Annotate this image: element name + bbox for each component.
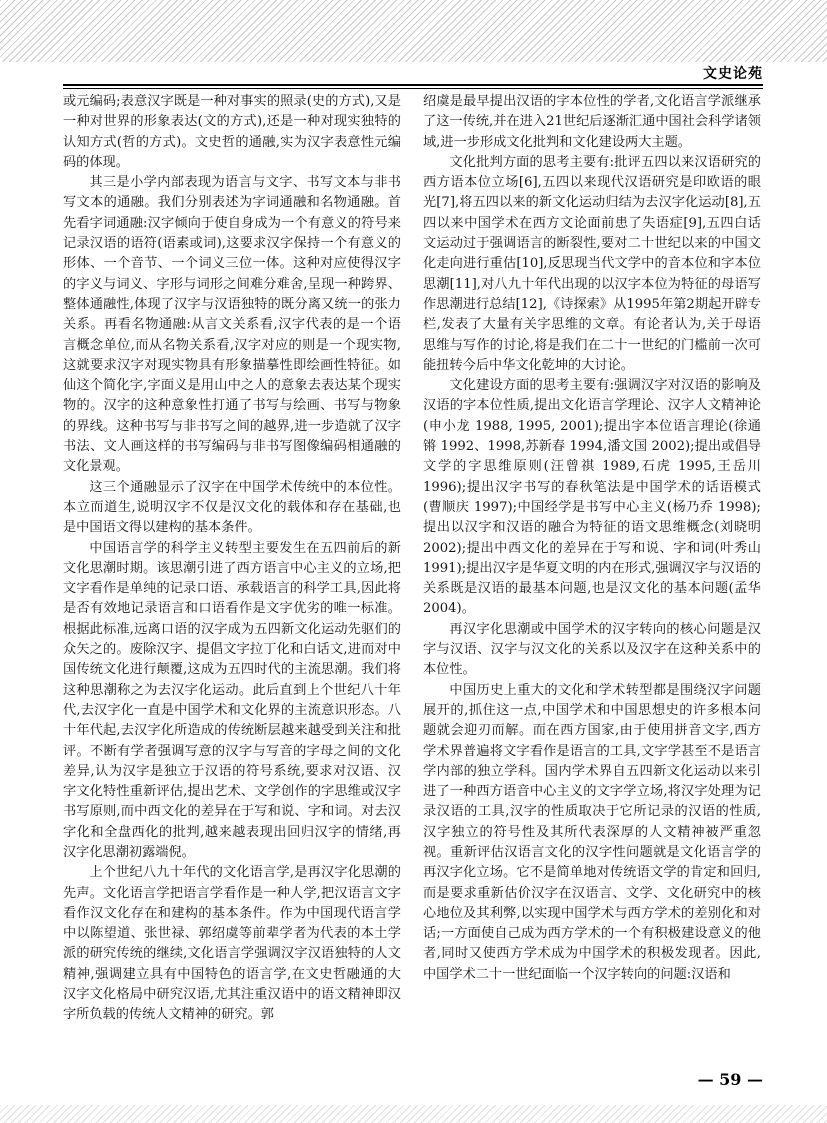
right-column [423,92,761,1058]
paragraph: 或元编码;表意汉字既是一种对事实的照录(史的方式),又是一种对世界的形象表达(文的方式),还是一种对现实独特的认知方式(哲的方式)。文史哲的通融,实为汉字表意性元编码的体现。 [63,94,401,170]
paragraph: 文化建设方面的思考主要有:强调汉字对汉语的影响及汉语的字本位性质,提出文化语言学理论、汉字人文精神论(申小龙 1988, 1995, 2001);提出字本位语言理论(徐通锵 1992、1998,苏新春 1994,潘文国 2002);提出或倡导文学的字思维原则(汪曾祺 1989,石虎 1995,王岳川 1996);提出汉字书写的春秋笔法是中国学术的话语模式(曹顺庆 1997);中国经学是书写中心主义(杨乃乔 1998);提出以汉字和汉语的融合为特征的语文思维概念(刘晓明 2002);提出中西文化的差异在于写和说、字和词(叶秀山 1991);提出汉字是华夏文明的内在形式,强调汉字与汉语的关系既是汉语的最基本问题,也是汉文化的基本问题(孟华 2004)。 [423,378,761,617]
left-column [63,92,401,1058]
page-number: — 59 — [697,1070,763,1089]
paragraph: 上个世纪八九十年代的文化语言学,是再汉字化思潮的先声。文化语言学把语言学看作是一种人学,把汉语言文字看作汉文化存在和建构的基本条件。作为中国现代语言学中以陈望道、张世禄、郭绍虞等前辈学者为代表的本土学派的研究传统的继续,文化语言学强调汉字汉语独特的人文精神,强调建立具有中国特色的语言学,在文史哲融通的大汉字文化格局中研究汉语,尤其注重汉语中的语文精神即汉字所负载的传统人文精神的研究。郭 [63,865,401,1023]
paragraph: 文化批判方面的思考主要有:批评五四以来汉语研究的西方语本位立场[6],五四以来现代汉语研究是印欧语的眼光[7],将五四以来的新文化运动归结为去汉字化运动[8],五四以来中国学术在西方文论面前患了失语症[9],五四白话文运动过于强调语言的断裂性,要对二十世纪以来的中国文化走向进行重估[10],反思现当代文学中的音本位和字本位思潮[11],对八九十年代出现的以汉字本位为特征的母语写作思潮进行总结[12],《诗探索》从1995年第2期起开辟专栏,发表了大量有关字思维的文章。有论者认为,关于母语思维与写作的讨论,将是我们在二十一世纪的门槛前一次可能扭转今后中华文化乾坤的大讨论。 [423,154,761,373]
header-rule-thin [63,88,763,89]
paragraph: 再汉字化思潮或中国学术的汉字转向的核心问题是汉字与汉语、汉字与汉文化的关系以及汉字在这种关系中的本位性。 [423,621,761,678]
paragraph: 中国语言学的科学主义转型主要发生在五四前后的新文化思潮时期。该思潮引进了西方语言中心主义的立场,把文字看作是单纯的记录口语、承载语言的科学工具,因此将是否有效地记录语言和口语看作是文字优劣的唯一标准。根据此标准,远离口语的汉字成为五四新文化运动先驱们的众矢之的。废除汉字、提倡文字拉丁化和白话文,进而对中国传统文化进行颠覆,这成为五四时代的主流思潮。我们将这种思潮称之为去汉字化运动。此后直到上个世纪八十年代,去汉字化一直是中国学术和文化界的主流意识形态。八十年代起,去汉字化所造成的传统断层越来越受到关注和批评。不断有学者强调写意的汉字与写音的字母之间的文化差异,认为汉字是独立于汉语的符号系统,要求对汉语、汉字文化特性重新评估,提出艺术、文学创作的字思维或汉字书写原则,而中西文化的差异在于写和说、字和词。对去汉字化和全盘西化的批判,越来越表现出回归汉字的情绪,再汉字化思潮初露端倪。 [63,540,401,860]
header-hatch-band [0,0,827,62]
footer-hatch-band [0,1105,827,1123]
section-title: 文史论苑 [703,66,763,82]
paragraph: 绍虞是最早提出汉语的字本位性的学者,文化语言学派继承了这一传统,并在进入21世纪后逐渐汇通中国社会科学诸领域,进一步形成文化批判和文化建设两大主题。 [423,94,761,150]
header-rule [63,84,763,86]
paragraph: 这三个通融显示了汉字在中国学术传统中的本位性。本立而道生,说明汉字不仅是汉文化的载体和存在基础,也是中国语文得以建构的基本条件。 [63,479,401,536]
paragraph: 其三是小学内部表现为语言与文字、书写文本与非书写文本的通融。我们分别表述为字词通融和名物通融。首先看字词通融:汉字倾向于使自身成为一个有意义的符号来记录汉语的语符(语素或词),这要求汉字保持一个有意义的形体、一个音节、一个词义三位一体。这种对应使得汉字的字义与词义、字形与词形之间难分难舍,呈现一种跨界、整体通融性,体现了汉字与汉语独特的既分离又统一的张力关系。再看名物通融:从言文关系看,汉字代表的是一个语言概念单位,而从名物关系看,汉字对应的则是一个现实物,这就要求汉字对现实物具有形象描摹性即绘画性特征。如仙这个简化字,字面义是用山中之人的意象去表达某个现实物的。汉字的这种意象性打通了书写与绘画、书写与物象的界线。这种书写与非书写之间的越界,进一步造就了汉字书法、文人画这样的书写编码与非书写图像编码相通融的文化景观。 [63,175,401,475]
paragraph: 中国历史上重大的文化和学术转型都是围绕汉字问题展开的,抓住这一点,中国学术和中国思想史的许多根本问题就会迎刃而解。而在西方国家,由于使用拼音文字,西方学术界普遍将文字看作是语言的工具,文字学甚至不是语言学内部的独立学科。国内学术界自五四新文化运动以来引进了一种西方语音中心主义的文字学立场,将汉字处理为记录汉语的工具,汉字的性质取决于它所记录的汉语的性质,汉字独立的符号性及其所代表深厚的人文精神被严重忽视。重新评估汉语言文化的汉字性问题就是文化语言学的再汉字化立场。它不是简单地对传统语文学的肯定和回归,而是要求重新估价汉字在汉语言、文学、文化研究中的核心地位及其利弊,以实现中国学术与西方学术的差别化和对话;一方面使自己成为西方学术的一个有积极建设意义的他者,同时又使西方学术成为中国学术的积极发现者。因此,中国学术二十一世纪面临一个汉字转向的问题:汉语和 [423,682,761,982]
